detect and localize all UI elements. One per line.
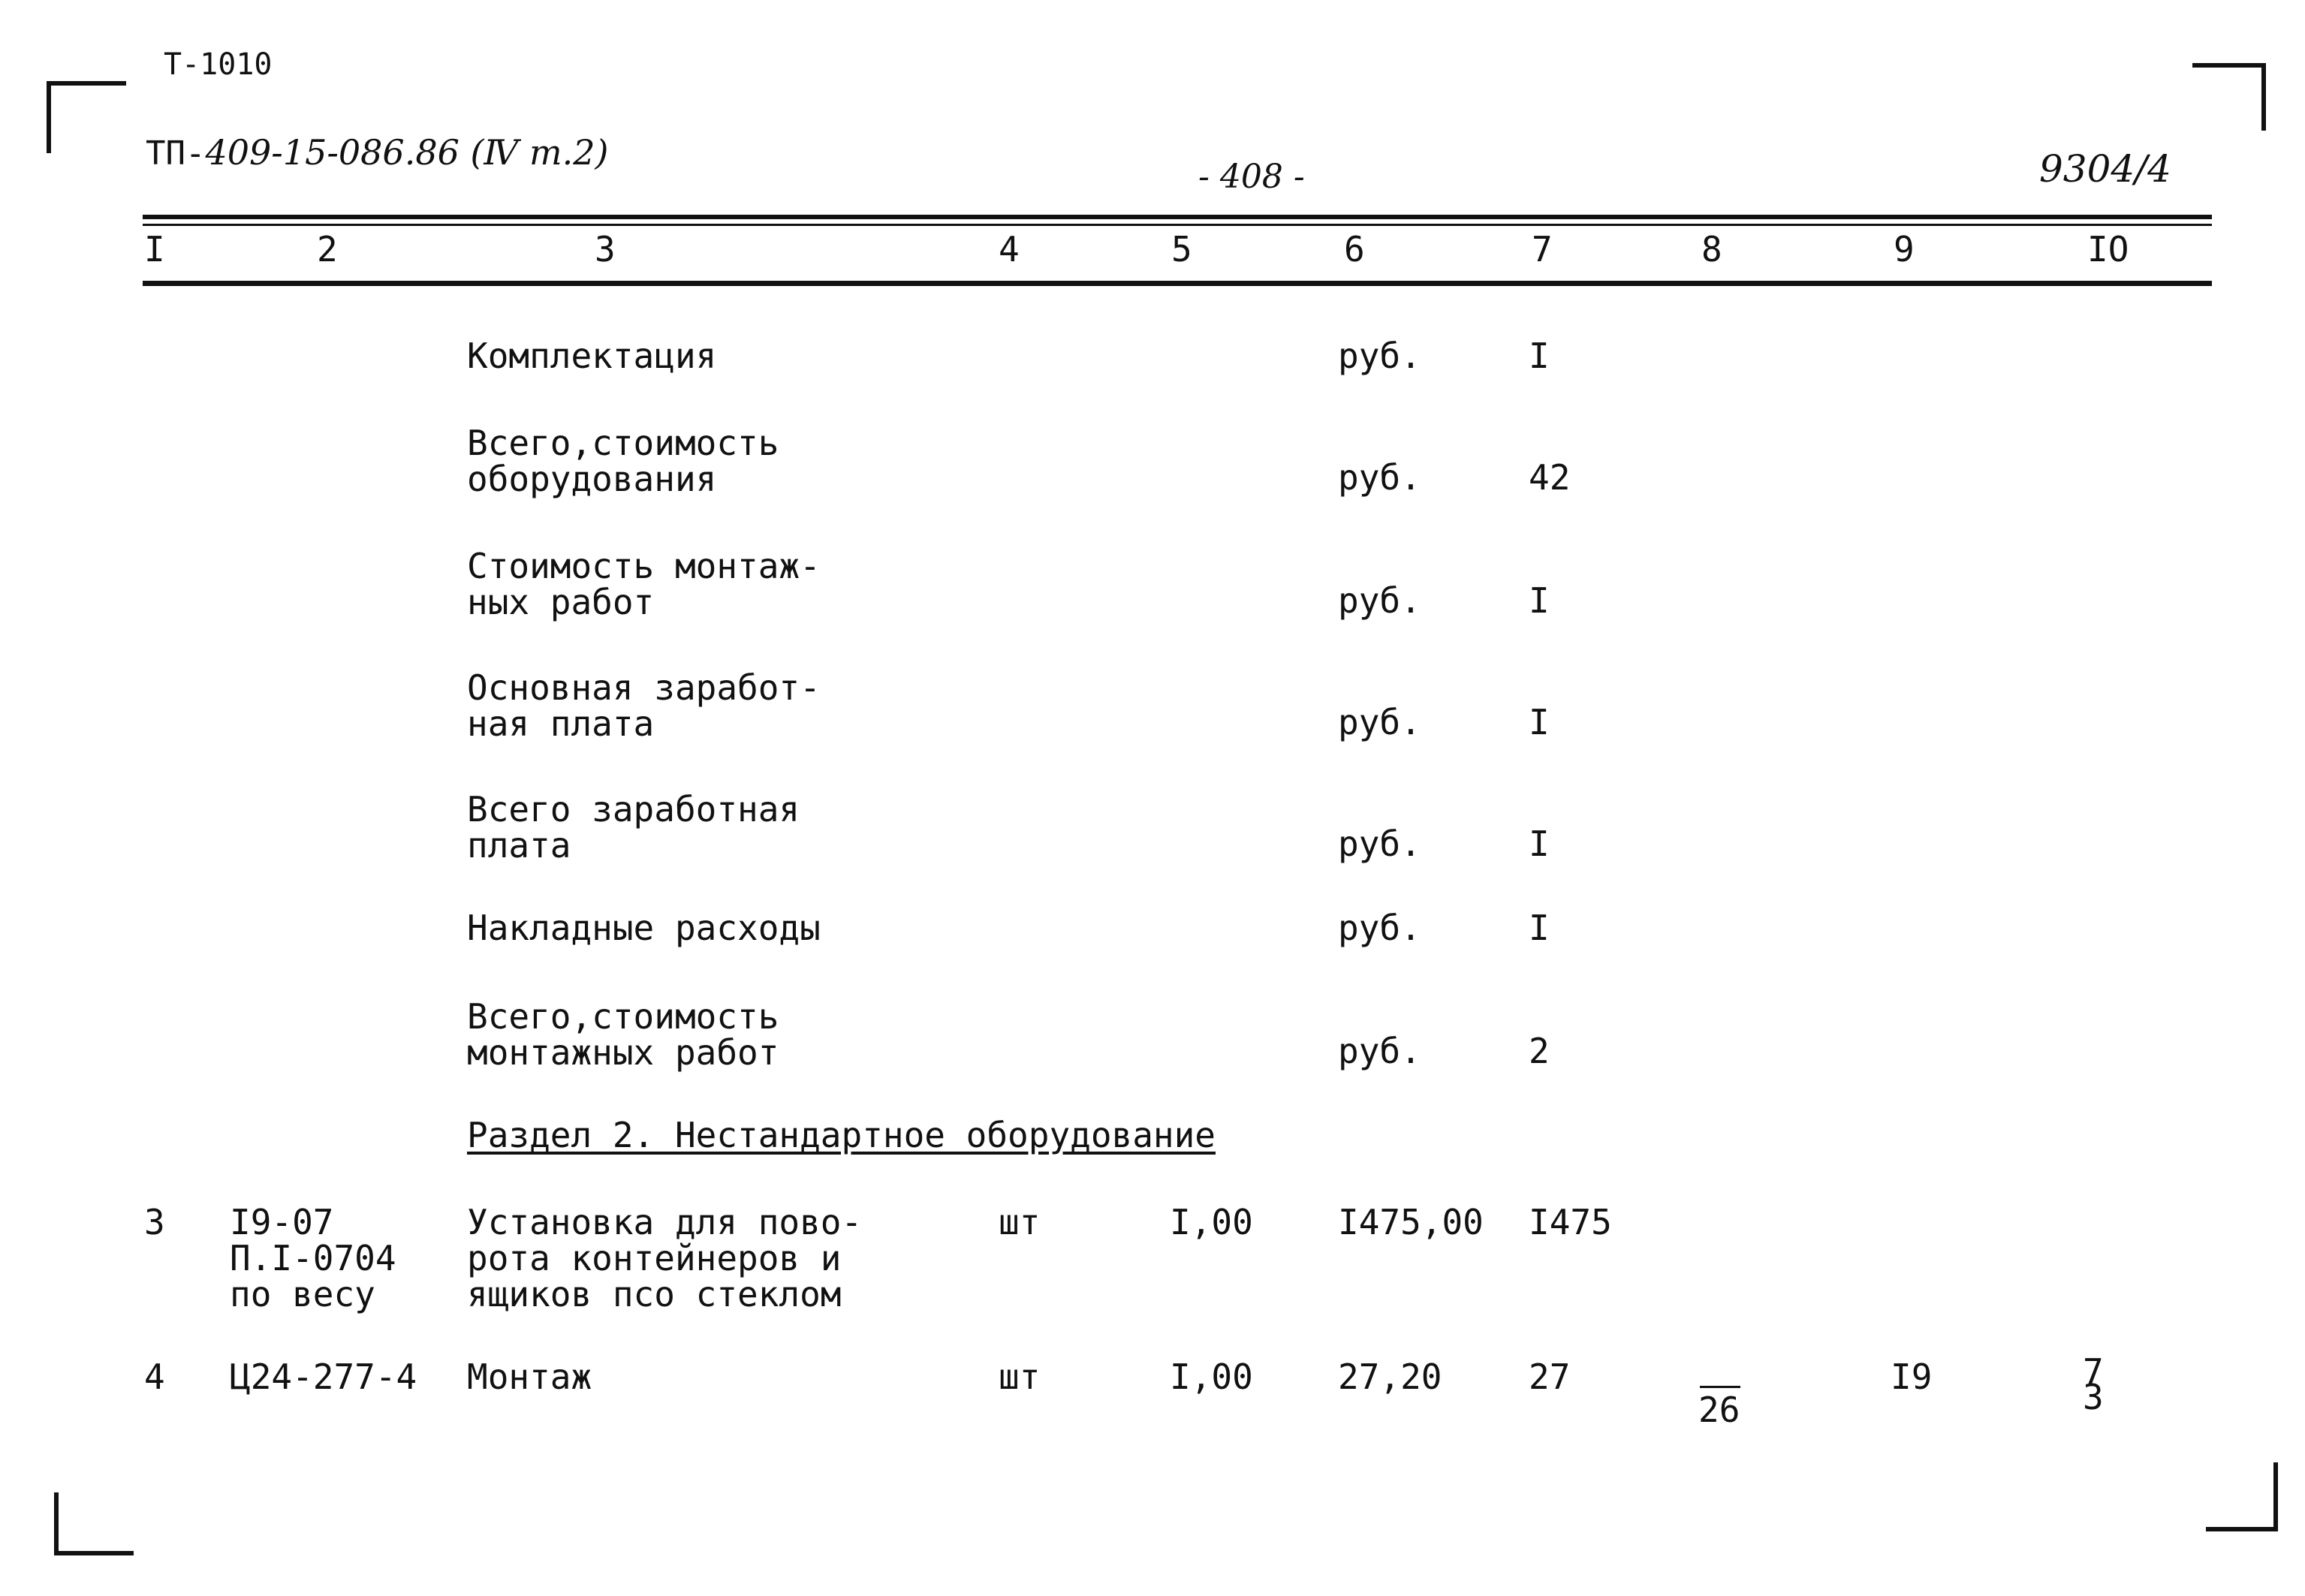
summary-row-value: I <box>1529 580 1550 621</box>
summary-row-name: Всего,стоимость монтажных работ <box>467 996 779 1073</box>
col-header-7: 7 <box>1532 229 1553 270</box>
summary-row-unit: руб. <box>1338 336 1421 376</box>
corner-mark-bottom-left <box>54 1492 134 1555</box>
item-col-8-mark <box>1700 1386 1740 1388</box>
item-col-9-value: I9 <box>1891 1357 1933 1397</box>
item-total: I475 <box>1529 1202 1612 1242</box>
item-name: Монтаж <box>467 1357 592 1397</box>
summary-row-value: I <box>1529 336 1550 376</box>
summary-row-unit: руб. <box>1338 457 1421 498</box>
col-header-5: 5 <box>1171 229 1192 270</box>
header-rule-top-thin <box>143 224 2212 226</box>
col-header-4: 4 <box>999 229 1020 270</box>
doc-code-prefix: ТП- <box>146 134 206 173</box>
summary-row-name: Основная заработ- ная плата <box>467 667 821 744</box>
summary-row-value: I <box>1529 908 1550 948</box>
corner-mark-top-left <box>47 81 126 153</box>
col-header-6: 6 <box>1344 229 1365 270</box>
col-header-9: 9 <box>1894 229 1915 270</box>
summary-row-name: Всего заработная плата <box>467 789 800 866</box>
doc-code-handwritten: 409-15-086.86 (Ⅳ т.2) <box>205 132 609 173</box>
item-code: I9-07 П.I-0704 по весу <box>230 1202 396 1314</box>
page-number: - 408 - <box>1198 158 1305 196</box>
col-header-1: I <box>144 229 165 270</box>
col-header-3: 3 <box>595 229 616 270</box>
item-price: 27,20 <box>1338 1357 1442 1397</box>
item-unit: шт <box>999 1202 1041 1242</box>
item-quantity: I,00 <box>1170 1202 1253 1242</box>
item-unit: шт <box>999 1357 1041 1397</box>
summary-row-unit: руб. <box>1338 908 1421 948</box>
summary-row-unit: руб. <box>1338 824 1421 864</box>
summary-row-value: 2 <box>1529 1031 1550 1071</box>
corner-mark-bottom-right <box>2206 1462 2278 1531</box>
col-header-2: 2 <box>317 229 338 270</box>
col-header-8: 8 <box>1701 229 1722 270</box>
item-quantity: I,00 <box>1170 1357 1253 1397</box>
col-header-10: IO <box>2087 229 2129 270</box>
summary-row-value: I <box>1529 824 1550 864</box>
summary-row-name: Всего,стоимость оборудования <box>467 423 779 499</box>
header-rule-bottom <box>143 281 2212 286</box>
item-number: 3 <box>144 1202 165 1242</box>
item-col-8-value: 26 <box>1698 1390 1740 1430</box>
summary-row-name: Комплектация <box>467 336 717 376</box>
summary-row-name: Стоимость монтаж- ных работ <box>467 546 821 622</box>
item-price: I475,00 <box>1338 1202 1484 1242</box>
section-title: Раздел 2. Нестандартное оборудование <box>467 1115 1216 1155</box>
header-rule-top-thick <box>143 215 2212 219</box>
item-name: Установка для пово- рота контейнеров и ящиков псо стеклом <box>467 1202 863 1314</box>
item-code: Ц24-277-4 <box>230 1357 417 1397</box>
doc-stamp: Т-1010 <box>164 47 273 82</box>
inventory-number: 9304/4 <box>2039 147 2171 191</box>
doc-code <box>146 132 608 173</box>
summary-row-unit: руб. <box>1338 702 1421 742</box>
summary-row-value: 42 <box>1529 457 1571 498</box>
summary-row-name: Накладные расходы <box>467 908 821 948</box>
corner-mark-top-right <box>2192 63 2266 131</box>
summary-row-unit: руб. <box>1338 1031 1421 1071</box>
item-col-10-value: 7 3 <box>2083 1351 2104 1417</box>
summary-row-value: I <box>1529 702 1550 742</box>
summary-row-unit: руб. <box>1338 580 1421 621</box>
item-total: 27 <box>1529 1357 1571 1397</box>
item-number: 4 <box>144 1357 165 1397</box>
